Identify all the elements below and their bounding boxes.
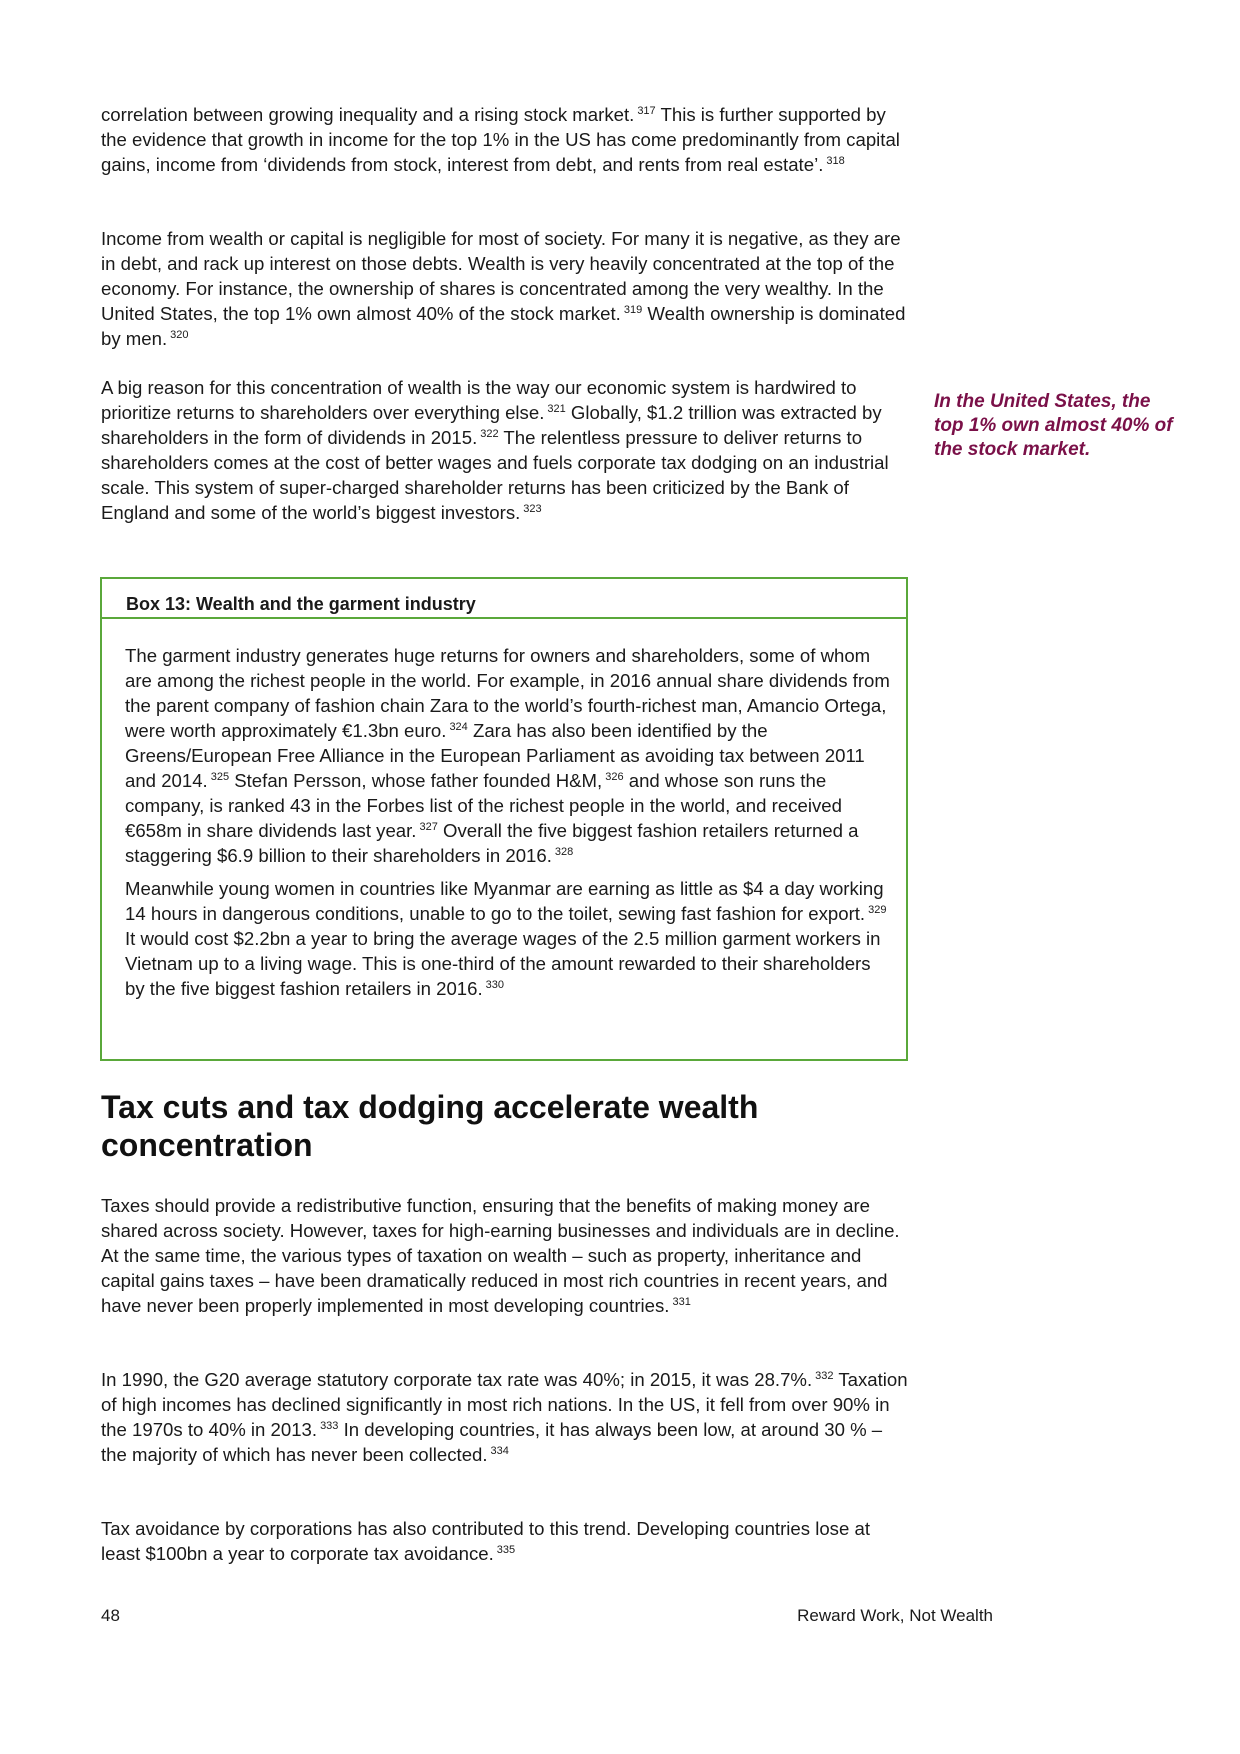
body-paragraph-3: A big reason for this concentration of wealth is the way our economic system is hardwired to prioritize returns to shareholders over everything else. $^{321}$ Globally, $1.2 trillion was extracted by shareholders in the form of dividends in 2015. $^{322}$ The relentless pressure to deliver returns to shareholders comes at the cost of better wages and fuels corporate tax dodging on an industrial scale. This system of super-charged shareholder returns has been criticized by the Bank of England and some of the world’s biggest investors. $^{323}$ [101, 377, 889, 523]
footnote-ref[interactable]: 330 [485, 979, 504, 991]
body-paragraph-1: correlation between growing inequality and a rising stock market. $^{317}$ This is further supported by the evidence that growth in income for the top 1% in the US has come predominantly from capital gains, income from ‘dividends from stock, interest from debt, and rents from real estate’. $^{318}$ [101, 104, 900, 175]
footnote-ref[interactable]: 325 [210, 771, 230, 783]
footnote-ref[interactable]: 329 [868, 904, 887, 916]
footnote-ref[interactable]: 333 [320, 1420, 339, 1432]
box-title: Box 13: Wealth and the garment industry [102, 579, 906, 619]
footnote-ref[interactable]: 331 [672, 1296, 691, 1308]
box-body [125, 643, 895, 1001]
footnote-ref[interactable]: 327 [419, 821, 438, 833]
footnote-ref[interactable]: 334 [490, 1445, 509, 1457]
footer-title: Reward Work, Not Wealth [797, 1606, 993, 1625]
footnote-ref[interactable]: 318 [826, 155, 845, 167]
footnote-ref[interactable]: 324 [449, 721, 468, 733]
footnote-ref[interactable]: 323 [523, 503, 542, 515]
footnote-ref[interactable]: 326 [605, 771, 624, 783]
body-paragraph-5: In 1990, the G20 average statutory corporate tax rate was 40%; in 2015, it was 28.7%. $^{332}$ Taxation of high incomes has declined significantly in most rich nations. In the US, it fell from over 90% in the 1970s to 40% in 2013. $^{333}$ In developing countries, it has always been low, at around 30 % – the majority of which has never been collected. $^{334}$ [101, 1369, 908, 1465]
body-paragraph-6: Tax avoidance by corporations has also contributed to this trend. Developing countries lose at least $100bn a year to corporate tax avoidance. $^{335}$ [101, 1518, 870, 1564]
section-heading: Tax cuts and tax dodging accelerate wealth concentration [101, 1089, 759, 1163]
footnote-ref[interactable]: 322 [480, 428, 499, 440]
box-paragraph-2: Meanwhile young women in countries like Myanmar are earning as little as $4 a day working 14 hours in dangerous conditions, unable to go to the toilet, sewing fast fashion for export. $^{329}$ It would cost $2.2bn a year to bring the average wages of the 2.5 million garment workers in Vietnam up to a living wage. This is one-third of the amount rewarded to their shareholders by the five biggest fashion retailers in 2016. $^{330}$ [125, 878, 887, 999]
box-paragraph-1: The garment industry generates huge returns for owners and shareholders, some of whom are among the richest people in the world. For example, in 2016 annual share dividends from the parent company of fashion chain Zara to the world’s fourth-richest man, Amancio Ortega, were worth approximately €1.3bn euro. $^{324}$ Zara has also been identified by the Greens/European Free Alliance in the European Parliament as avoiding tax between 2011 and 2014. $^{325}$ Stefan Persson, whose father founded H&M, $^{326}$ and whose son runs the company, is ranked 43 in the Forbes list of the richest people in the world, and received €658m in share dividends last year. $^{327}$ Overall the five biggest fashion retailers returned a staggering $6.9 billion to their shareholders in 2016. $^{328}$ [125, 645, 890, 866]
footnote-ref[interactable]: 320 [170, 329, 189, 341]
footnote-ref[interactable]: 317 [637, 105, 656, 117]
body-paragraph-4: Taxes should provide a redistributive function, ensuring that the benefits of making money are shared across society. However, taxes for high-earning businesses and individuals are in decline. At the same time, the various types of taxation on wealth – such as property, inheritance and capital gains taxes – have been dramatically reduced in most rich countries in recent years, and have never been properly implemented in most developing countries. $^{331}$ [101, 1195, 900, 1316]
footnote-ref[interactable]: 328 [554, 846, 574, 858]
page-number: 48 [101, 1606, 120, 1625]
pull-quote: In the United States, the top 1% own almost 40% of the stock market. [934, 391, 1173, 460]
body-paragraph-2: Income from wealth or capital is negligible for most of society. For many it is negative, as they are in debt, and rack up interest on those debts. Wealth is very heavily concentrated at the top of the economy. For instance, the ownership of shares is concentrated among the very wealthy. In the United States, the top 1% own almost 40% of the stock market. $^{319}$ Wealth ownership is dominated by men. $^{320}$ [101, 228, 906, 349]
footnote-ref[interactable]: 319 [623, 304, 643, 316]
footnote-ref[interactable]: 332 [815, 1370, 834, 1382]
footnote-ref[interactable]: 321 [547, 403, 566, 415]
info-box [100, 577, 908, 1061]
footnote-ref[interactable]: 335 [496, 1544, 516, 1556]
